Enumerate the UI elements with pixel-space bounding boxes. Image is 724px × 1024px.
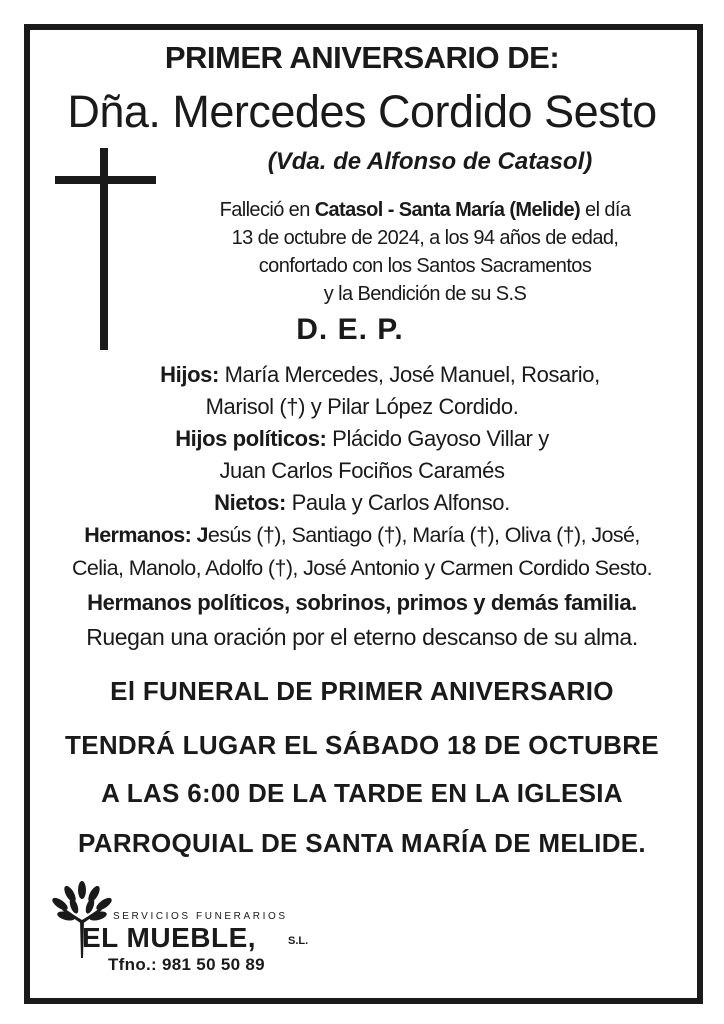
deceased-name: Dña. Mercedes Cordido Sesto	[67, 86, 657, 137]
funeral-line-4: PARROQUIAL DE SANTA MARÍA DE MELIDE.	[78, 828, 646, 858]
children-line-2: Marisol (†) y Pilar López Cordido.	[205, 394, 519, 419]
dep-text: D. E. P.	[296, 313, 404, 346]
widow-of: (Vda. de Alfonso de Catasol)	[267, 148, 593, 175]
death-line-2: 13 de octubre de 2024, a los 94 años de edad,	[231, 227, 619, 249]
phone-number: Tfno.: 981 50 50 89	[108, 955, 265, 974]
death-line-1: Falleció en Catasol - Santa María (Melide) el día	[219, 199, 631, 221]
logo-company-name: EL MUEBLE,	[82, 922, 257, 953]
other-family-line: Hermanos políticos, sobrinos, primos y demás familia.	[87, 590, 637, 615]
death-line-3: confortado con los Santos Sacramentos	[258, 255, 592, 277]
inlaws-line-2: Juan Carlos Fociños Caramés	[219, 458, 505, 483]
siblings-line-2: Celia, Manolo, Adolfo (†), José Antonio y Carmen Cordido Sesto.	[71, 556, 653, 580]
children-line-1: Hijos: María Mercedes, José Manuel, Rosario,	[160, 362, 600, 387]
death-line-4: y la Bendición de su S.S	[323, 283, 527, 305]
death-place: Catasol - Santa María (Melide)	[314, 199, 581, 221]
grandchildren-line: Nietos: Paula y Carlos Alfonso.	[214, 490, 510, 515]
funeral-line-3: A LAS 6:00 DE LA TARDE EN LA IGLESIA	[101, 778, 623, 808]
logo-tagline: SERVICIOS FUNERARIOS	[113, 911, 288, 922]
funeral-line-1: El FUNERAL DE PRIMER ANIVERSARIO	[110, 676, 614, 706]
inlaws-line-1: Hijos políticos: Plácido Gayoso Villar y	[175, 426, 549, 451]
siblings-line-1: Hermanos: Jesús (†), Santiago (†), María (†), Oliva (†), José,	[84, 523, 640, 547]
logo-company-suffix: S.L.	[288, 935, 309, 947]
prayer-line: Ruegan una oración por el eterno descanso de su alma.	[86, 624, 638, 650]
funeral-line-2: TENDRÁ LUGAR EL SÁBADO 18 DE OCTUBRE	[65, 730, 659, 760]
notice-heading: PRIMER ANIVERSARIO DE:	[164, 40, 560, 75]
